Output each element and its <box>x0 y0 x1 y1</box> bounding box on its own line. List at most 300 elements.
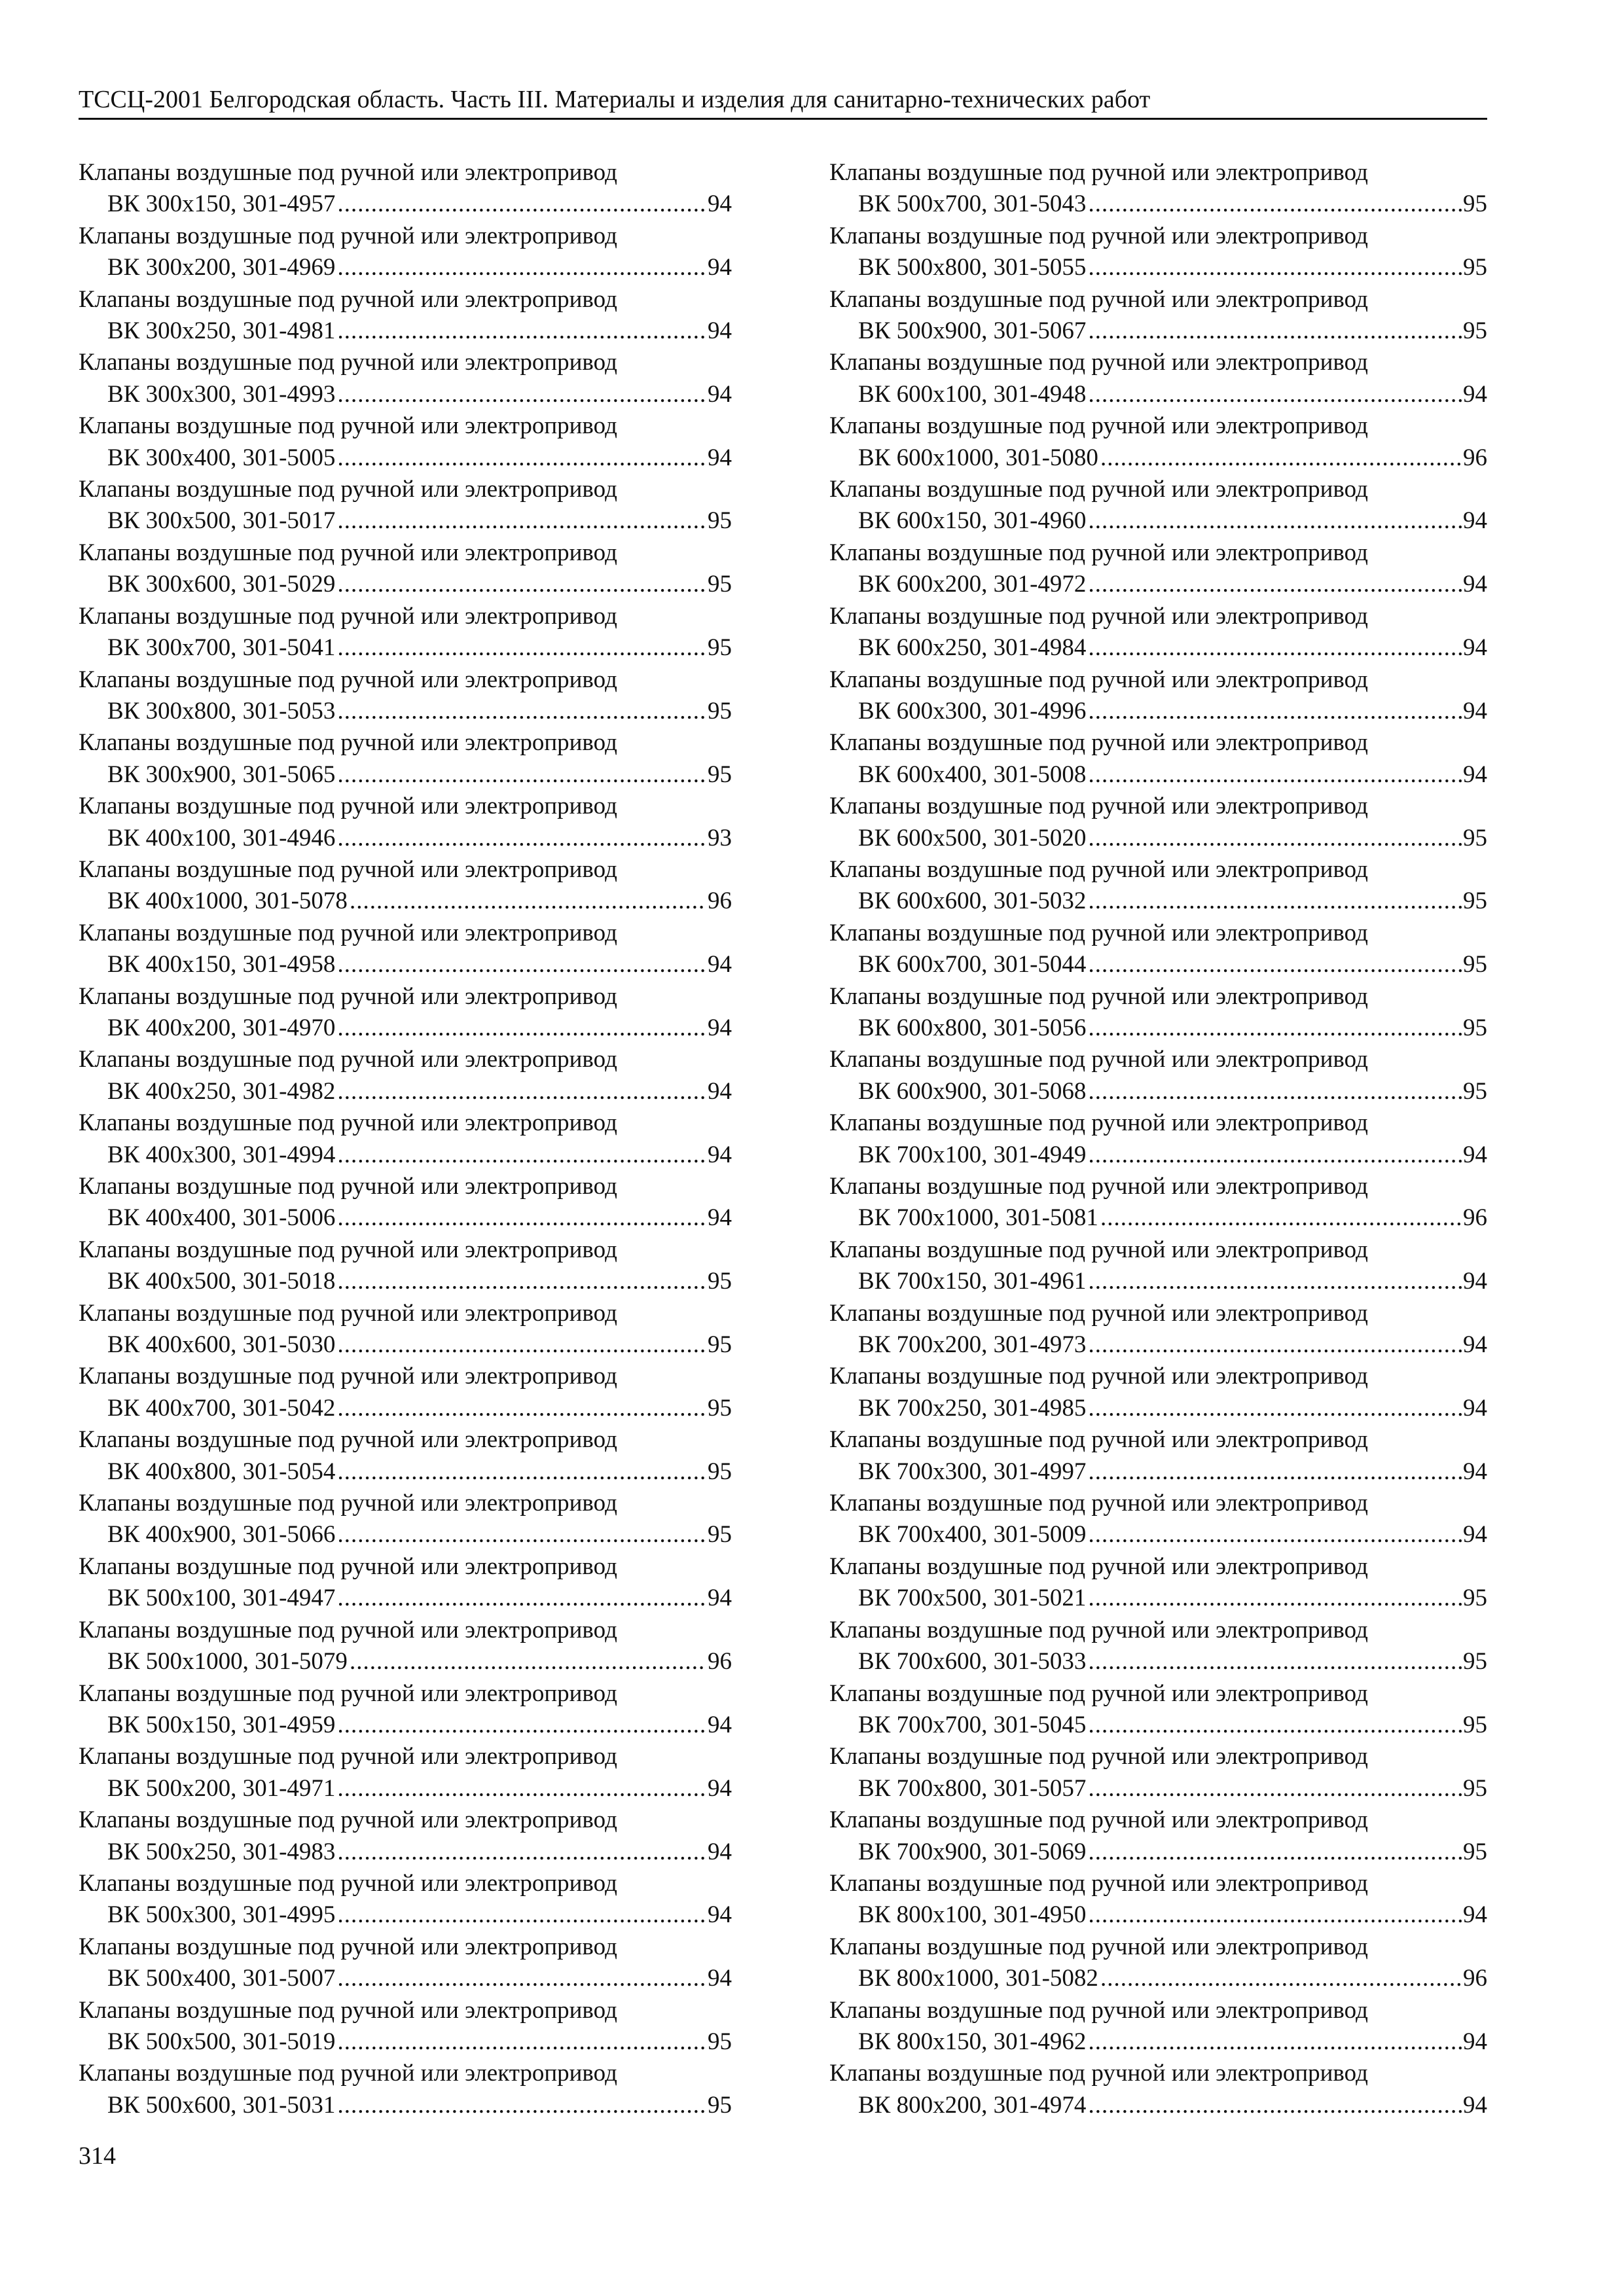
entry-code: ВК 600х1000, 301-5080 <box>858 444 1098 471</box>
dot-leader <box>337 1456 706 1488</box>
dot-leader <box>1088 1266 1462 1297</box>
entry-title: Клапаны воздушные под ручной или электропривод <box>829 982 1368 1010</box>
dot-leader <box>337 823 706 854</box>
dot-leader <box>337 1266 706 1297</box>
entry-detail-line <box>829 1329 1487 1361</box>
entry-detail-line <box>829 1646 1487 1677</box>
entry-title: Клапаны воздушные под ручной или электропривод <box>829 1109 1368 1137</box>
entry-page-number: 95 <box>708 761 732 788</box>
entry-code: ВК 300х250, 301-4981 <box>107 317 336 345</box>
entry-code: ВК 400х700, 301-5042 <box>107 1394 336 1422</box>
entry-page-number: 94 <box>708 1711 732 1738</box>
dot-leader <box>1088 1139 1462 1171</box>
entry-detail-line <box>79 1583 732 1614</box>
entry-title: Клапаны воздушные под ручной или электропривод <box>79 855 617 883</box>
index-entry <box>829 1424 1487 1488</box>
entry-code: ВК 800х150, 301-4962 <box>858 2028 1087 2055</box>
entry-title: Клапаны воздушные под ручной или электропривод <box>829 1616 1368 1643</box>
entry-page-number: 95 <box>1463 1077 1487 1105</box>
entry-detail-line <box>829 949 1487 980</box>
entry-code: ВК 400х100, 301-4946 <box>107 824 336 852</box>
index-entry <box>79 791 732 854</box>
entry-code: ВК 400х200, 301-4970 <box>107 1014 336 1041</box>
index-entry <box>829 1171 1487 1234</box>
index-entry <box>829 1868 1487 1931</box>
entry-title: Клапаны воздушные под ручной или электропривод <box>79 2060 617 2087</box>
entry-title: Клапаны воздушные под ручной или электропривод <box>829 1236 1368 1263</box>
entry-page-number: 95 <box>1463 1585 1487 1612</box>
dot-leader <box>1088 759 1462 791</box>
dot-leader <box>337 315 706 347</box>
entry-code: ВК 500х500, 301-5019 <box>107 2028 336 2055</box>
index-entry <box>829 1804 1487 1868</box>
entry-code: ВК 500х600, 301-5031 <box>107 2091 336 2119</box>
entry-page-number: 94 <box>708 1141 732 1168</box>
entry-code: ВК 400х150, 301-4958 <box>107 951 336 978</box>
index-entry <box>829 410 1487 474</box>
entry-code: ВК 600х300, 301-4996 <box>858 697 1087 725</box>
entry-code: ВК 500х400, 301-5007 <box>107 1965 336 1992</box>
running-header: ТССЦ-2001 Белгородская область. Часть III. Материалы и изделия для санитарно-технических работ <box>79 86 1151 113</box>
entry-code: ВК 500х300, 301-4995 <box>107 1901 336 1929</box>
entry-detail-line <box>79 2026 732 2058</box>
entry-detail-line <box>829 2026 1487 2058</box>
index-entry <box>79 1298 732 1361</box>
index-entry <box>829 1044 1487 1107</box>
entry-code: ВК 300х300, 301-4993 <box>107 380 336 408</box>
entry-code: ВК 600х150, 301-4960 <box>858 507 1087 535</box>
entry-code: ВК 500х150, 301-4959 <box>107 1711 336 1738</box>
dot-leader <box>337 188 706 220</box>
entry-detail-line <box>829 1837 1487 1868</box>
entry-page-number: 94 <box>1463 634 1487 662</box>
entry-page-number: 94 <box>1463 1141 1487 1168</box>
dot-leader <box>337 379 706 410</box>
entry-code: ВК 300х700, 301-5041 <box>107 634 336 662</box>
entry-page-number: 94 <box>708 317 732 345</box>
dot-leader <box>337 759 706 791</box>
entry-title: Клапаны воздушные под ручной или электропривод <box>829 412 1368 440</box>
entry-title: Клапаны воздушные под ручной или электропривод <box>79 793 617 820</box>
entry-title: Клапаны воздушные под ручной или электропривод <box>79 412 617 440</box>
entry-detail-line <box>829 1266 1487 1297</box>
entry-title: Клапаны воздушные под ручной или электропривод <box>79 729 617 757</box>
entry-detail-line <box>829 1899 1487 1931</box>
entry-page-number: 94 <box>1463 507 1487 535</box>
entry-page-number: 95 <box>708 697 732 725</box>
entry-detail-line <box>79 1710 732 1741</box>
entry-title: Клапаны воздушные под ручной или электропривод <box>829 1363 1368 1390</box>
index-entry <box>829 664 1487 728</box>
dot-leader <box>1088 569 1462 600</box>
entry-code: ВК 600х100, 301-4948 <box>858 380 1087 408</box>
entry-code: ВК 600х700, 301-5044 <box>858 951 1087 978</box>
entry-title: Клапаны воздушные под ручной или электропривод <box>79 1806 617 1834</box>
dot-leader <box>337 1899 706 1931</box>
index-entry <box>79 157 732 221</box>
index-entry <box>829 1361 1487 1424</box>
entry-page-number: 95 <box>708 507 732 535</box>
entry-detail-line <box>79 1013 732 1044</box>
entry-title: Клапаны воздушные под ручной или электропривод <box>829 222 1368 249</box>
entry-detail-line <box>79 1456 732 1488</box>
index-entry <box>829 854 1487 918</box>
dot-leader <box>1088 1710 1462 1741</box>
entry-detail-line <box>829 696 1487 727</box>
index-entry <box>79 1868 732 1931</box>
entry-page-number: 95 <box>708 2028 732 2055</box>
index-entry <box>79 1107 732 1171</box>
entry-title: Клапаны воздушные под ручной или электропривод <box>79 1363 617 1390</box>
entry-detail-line <box>79 442 732 474</box>
entry-detail-line <box>829 505 1487 537</box>
dot-leader <box>337 252 706 283</box>
entry-detail-line <box>829 1076 1487 1107</box>
entry-detail-line <box>79 1646 732 1677</box>
index-entry <box>79 918 732 981</box>
entry-title: Клапаны воздушные под ручной или электропривод <box>79 476 617 503</box>
entry-code: ВК 700х200, 301-4973 <box>858 1331 1087 1359</box>
dot-leader <box>1088 188 1462 220</box>
entry-detail-line <box>79 1329 732 1361</box>
entry-title: Клапаны воздушные под ручной или электропривод <box>79 1869 617 1897</box>
index-entry <box>79 1995 732 2058</box>
entry-detail-line <box>829 569 1487 600</box>
entry-code: ВК 400х300, 301-4994 <box>107 1141 336 1168</box>
entry-code: ВК 600х250, 301-4984 <box>858 634 1087 662</box>
index-entry <box>829 1234 1487 1298</box>
entry-detail-line <box>829 1393 1487 1424</box>
entry-title: Клапаны воздушные под ручной или электропривод <box>829 159 1368 186</box>
entry-detail-line <box>79 1519 732 1551</box>
entry-code: ВК 400х800, 301-5054 <box>107 1458 336 1485</box>
entry-detail-line <box>79 696 732 727</box>
dot-leader <box>337 2090 706 2121</box>
entry-code: ВК 300х400, 301-5005 <box>107 444 336 471</box>
entry-title: Клапаны воздушные под ручной или электропривод <box>79 1299 617 1327</box>
entry-page-number: 94 <box>708 1077 732 1105</box>
entry-page-number: 94 <box>1463 1394 1487 1422</box>
index-entry <box>829 1678 1487 1742</box>
entry-title: Клапаны воздушные под ручной или электропривод <box>829 349 1368 376</box>
entry-detail-line <box>79 505 732 537</box>
entry-code: ВК 400х500, 301-5018 <box>107 1268 336 1295</box>
entry-title: Клапаны воздушные под ручной или электропривод <box>79 602 617 630</box>
entry-detail-line <box>79 188 732 220</box>
entry-code: ВК 400х900, 301-5066 <box>107 1521 336 1549</box>
entry-title: Клапаны воздушные под ручной или электропривод <box>79 1552 617 1580</box>
index-entry <box>829 918 1487 981</box>
entry-page-number: 94 <box>1463 1901 1487 1929</box>
entry-title: Клапаны воздушные под ручной или электропривод <box>829 2060 1368 2087</box>
index-entry <box>829 727 1487 791</box>
entry-code: ВК 600х600, 301-5032 <box>858 888 1087 915</box>
entry-title: Клапаны воздушные под ручной или электропривод <box>829 1996 1368 2024</box>
entry-page-number: 95 <box>1463 951 1487 978</box>
entry-code: ВК 500х800, 301-5055 <box>858 254 1087 281</box>
index-entry <box>79 284 732 348</box>
entry-detail-line <box>829 1013 1487 1044</box>
index-entry <box>79 1741 732 1804</box>
entry-code: ВК 500х200, 301-4971 <box>107 1774 336 1802</box>
dot-leader <box>1088 696 1462 727</box>
entry-code: ВК 700х250, 301-4985 <box>858 1394 1087 1422</box>
index-entry <box>79 1931 732 1995</box>
dot-leader <box>1088 2026 1462 2058</box>
dot-leader <box>1088 2090 1462 2121</box>
entry-page-number: 94 <box>708 1014 732 1041</box>
dot-leader <box>1088 1456 1462 1488</box>
dot-leader <box>337 1583 706 1614</box>
index-entry <box>829 1995 1487 2058</box>
entry-title: Клапаны воздушные под ручной или электропривод <box>79 1490 617 1517</box>
entry-title: Клапаны воздушные под ручной или электропривод <box>829 1933 1368 1960</box>
entry-title: Клапаны воздушные под ручной или электропривод <box>79 1743 617 1770</box>
entry-page-number: 94 <box>1463 2028 1487 2055</box>
entry-code: ВК 500х1000, 301-5079 <box>107 1648 348 1676</box>
entry-page-number: 94 <box>1463 761 1487 788</box>
entry-title: Клапаны воздушные под ручной или электропривод <box>79 1046 617 1073</box>
entry-code: ВК 300х800, 301-5053 <box>107 697 336 725</box>
entry-page-number: 95 <box>1463 317 1487 345</box>
entry-code: ВК 800х100, 301-4950 <box>858 1901 1087 1929</box>
entry-title: Клапаны воздушные под ручной или электропривод <box>829 1490 1368 1517</box>
entry-code: ВК 700х700, 301-5045 <box>858 1711 1087 1738</box>
entry-title: Клапаны воздушные под ручной или электропривод <box>79 285 617 313</box>
index-entry <box>829 2058 1487 2121</box>
entry-page-number: 94 <box>708 190 732 218</box>
entry-page-number: 96 <box>708 1648 732 1676</box>
index-entry <box>79 1804 732 1868</box>
index-entry <box>829 1298 1487 1361</box>
dot-leader <box>337 632 706 664</box>
index-entry <box>79 474 732 537</box>
dot-leader <box>337 1076 706 1107</box>
entry-title: Клапаны воздушные под ручной или электропривод <box>829 1806 1368 1834</box>
entry-detail-line <box>79 1773 732 1804</box>
index-entry <box>79 1424 732 1488</box>
entry-detail-line <box>829 2090 1487 2121</box>
entry-detail-line <box>79 1139 732 1171</box>
entry-page-number: 94 <box>708 1204 732 1232</box>
entry-title: Клапаны воздушные под ручной или электропривод <box>79 1679 617 1707</box>
entry-title: Клапаны воздушные под ручной или электропривод <box>79 666 617 693</box>
entry-title: Клапаны воздушные под ручной или электропривод <box>79 539 617 566</box>
dot-leader <box>337 1393 706 1424</box>
entry-page-number: 94 <box>708 1585 732 1612</box>
index-entry <box>79 1171 732 1234</box>
entry-code: ВК 500х700, 301-5043 <box>858 190 1087 218</box>
entry-title: Клапаны воздушные под ручной или электропривод <box>829 476 1368 503</box>
entry-detail-line <box>829 1456 1487 1488</box>
entry-title: Клапаны воздушные под ручной или электропривод <box>79 159 617 186</box>
entry-code: ВК 500х250, 301-4983 <box>107 1838 336 1865</box>
dot-leader <box>337 442 706 474</box>
entry-detail-line <box>79 886 732 917</box>
entry-page-number: 94 <box>1463 2091 1487 2119</box>
entry-code: ВК 600х800, 301-5056 <box>858 1014 1087 1041</box>
entry-title: Клапаны воздушные под ручной или электропривод <box>829 1552 1368 1580</box>
entry-page-number: 94 <box>708 254 732 281</box>
index-entry <box>79 537 732 601</box>
index-entry <box>829 537 1487 601</box>
dot-leader <box>337 1139 706 1171</box>
entry-page-number: 94 <box>1463 1268 1487 1295</box>
entry-code: ВК 700х800, 301-5057 <box>858 1774 1087 1802</box>
entry-page-number: 95 <box>708 1268 732 1295</box>
entry-code: ВК 500х900, 301-5067 <box>858 317 1087 345</box>
index-entry <box>829 981 1487 1045</box>
dot-leader <box>1088 505 1462 537</box>
entry-page-number: 94 <box>1463 1521 1487 1549</box>
entry-page-number: 94 <box>708 951 732 978</box>
entry-detail-line <box>79 569 732 600</box>
index-entry <box>79 1615 732 1678</box>
entry-code: ВК 600х900, 301-5068 <box>858 1077 1087 1105</box>
entry-detail-line <box>79 252 732 283</box>
entry-page-number: 95 <box>708 1394 732 1422</box>
entry-detail-line <box>829 379 1487 410</box>
index-entry <box>79 1551 732 1615</box>
entry-page-number: 94 <box>708 1901 732 1929</box>
entry-page-number: 94 <box>708 444 732 471</box>
entry-detail-line <box>79 1899 732 1931</box>
dot-leader <box>1088 315 1462 347</box>
index-entry <box>79 410 732 474</box>
entry-page-number: 94 <box>708 1774 732 1802</box>
index-entry <box>79 2058 732 2121</box>
entry-title: Клапаны воздушные под ручной или электропривод <box>79 1616 617 1643</box>
entry-page-number: 95 <box>1463 1774 1487 1802</box>
entry-title: Клапаны воздушные под ручной или электропривод <box>79 1236 617 1263</box>
entry-detail-line <box>829 315 1487 347</box>
dot-leader <box>337 1963 706 1994</box>
entry-detail-line <box>829 1202 1487 1234</box>
entry-title: Клапаны воздушные под ручной или электропривод <box>79 1426 617 1454</box>
entry-code: ВК 700х150, 301-4961 <box>858 1268 1087 1295</box>
dot-leader <box>337 1837 706 1868</box>
entry-title: Клапаны воздушные под ручной или электропривод <box>79 349 617 376</box>
entry-detail-line <box>829 188 1487 220</box>
dot-leader <box>1100 1963 1462 1994</box>
entry-code: ВК 700х300, 301-4997 <box>858 1458 1087 1485</box>
entry-page-number: 94 <box>1463 697 1487 725</box>
entry-detail-line <box>829 886 1487 917</box>
entry-detail-line <box>79 379 732 410</box>
entry-page-number: 95 <box>708 1458 732 1485</box>
entry-title: Клапаны воздушные под ручной или электропривод <box>829 1173 1368 1200</box>
entry-detail-line <box>79 632 732 664</box>
entry-detail-line <box>79 1202 732 1234</box>
index-entry <box>829 791 1487 854</box>
entry-title: Клапаны воздушные под ручной или электропривод <box>79 1996 617 2024</box>
index-column-left <box>79 157 732 2121</box>
entry-page-number: 95 <box>1463 888 1487 915</box>
entry-page-number: 94 <box>708 1965 732 1992</box>
entry-title: Клапаны воздушные под ручной или электропривод <box>829 666 1368 693</box>
dot-leader <box>337 1202 706 1234</box>
entry-page-number: 94 <box>708 1838 732 1865</box>
dot-leader <box>350 1646 706 1677</box>
entry-code: ВК 500х100, 301-4947 <box>107 1585 336 1612</box>
dot-leader <box>1088 1013 1462 1044</box>
entry-page-number: 95 <box>708 1331 732 1359</box>
entry-detail-line <box>79 1837 732 1868</box>
entry-title: Клапаны воздушные под ручной или электропривод <box>79 1933 617 1960</box>
dot-leader <box>1088 1076 1462 1107</box>
entry-code: ВК 300х200, 301-4969 <box>107 254 336 281</box>
entry-detail-line <box>829 1773 1487 1804</box>
index-entry <box>829 1741 1487 1804</box>
index-entry <box>79 854 732 918</box>
entry-code: ВК 700х400, 301-5009 <box>858 1521 1087 1549</box>
entry-code: ВК 400х400, 301-5006 <box>107 1204 336 1232</box>
entry-page-number: 95 <box>708 571 732 598</box>
index-entry <box>79 221 732 284</box>
dot-leader <box>337 2026 706 2058</box>
dot-leader <box>1088 949 1462 980</box>
entry-page-number: 95 <box>1463 1838 1487 1865</box>
entry-code: ВК 700х1000, 301-5081 <box>858 1204 1098 1232</box>
entry-page-number: 95 <box>1463 1014 1487 1041</box>
index-entry <box>829 474 1487 537</box>
index-entry <box>79 981 732 1045</box>
entry-code: ВК 800х200, 301-4974 <box>858 2091 1087 2119</box>
index-entry <box>79 601 732 664</box>
index-entry <box>829 1931 1487 1995</box>
entry-title: Клапаны воздушные под ручной или электропривод <box>79 222 617 249</box>
entry-page-number: 95 <box>1463 254 1487 281</box>
entry-code: ВК 600х200, 301-4972 <box>858 571 1087 598</box>
dot-leader <box>1088 1646 1462 1677</box>
dot-leader <box>1088 886 1462 917</box>
entry-detail-line <box>79 1393 732 1424</box>
entry-detail-line <box>829 1583 1487 1614</box>
index-entry <box>829 601 1487 664</box>
entry-title: Клапаны воздушные под ручной или электропривод <box>829 1046 1368 1073</box>
index-entry <box>829 284 1487 348</box>
dot-leader <box>337 569 706 600</box>
dot-leader <box>1088 1583 1462 1614</box>
index-entry <box>829 221 1487 284</box>
index-entry <box>79 1234 732 1298</box>
dot-leader <box>350 886 706 917</box>
index-entry <box>79 1488 732 1551</box>
entry-code: ВК 400х600, 301-5030 <box>107 1331 336 1359</box>
dot-leader <box>337 1710 706 1741</box>
entry-detail-line <box>829 442 1487 474</box>
entry-detail-line <box>79 1076 732 1107</box>
dot-leader <box>1088 1837 1462 1868</box>
index-column-right <box>829 157 1487 2121</box>
entry-code: ВК 600х400, 301-5008 <box>858 761 1087 788</box>
entry-code: ВК 300х900, 301-5065 <box>107 761 336 788</box>
entry-page-number: 95 <box>708 2091 732 2119</box>
entry-code: ВК 700х100, 301-4949 <box>858 1141 1087 1168</box>
entry-title: Клапаны воздушные под ручной или электропривод <box>829 919 1368 946</box>
entry-code: ВК 700х600, 301-5033 <box>858 1648 1087 1676</box>
entry-page-number: 96 <box>1463 1965 1487 1992</box>
entry-title: Клапаны воздушные под ручной или электропривод <box>79 982 617 1010</box>
entry-page-number: 96 <box>708 888 732 915</box>
index-entry <box>829 1551 1487 1615</box>
entry-detail-line <box>79 2090 732 2121</box>
entry-page-number: 96 <box>1463 1204 1487 1232</box>
entry-code: ВК 300х500, 301-5017 <box>107 507 336 535</box>
index-entry <box>829 157 1487 221</box>
entry-detail-line <box>79 1266 732 1297</box>
dot-leader <box>337 696 706 727</box>
